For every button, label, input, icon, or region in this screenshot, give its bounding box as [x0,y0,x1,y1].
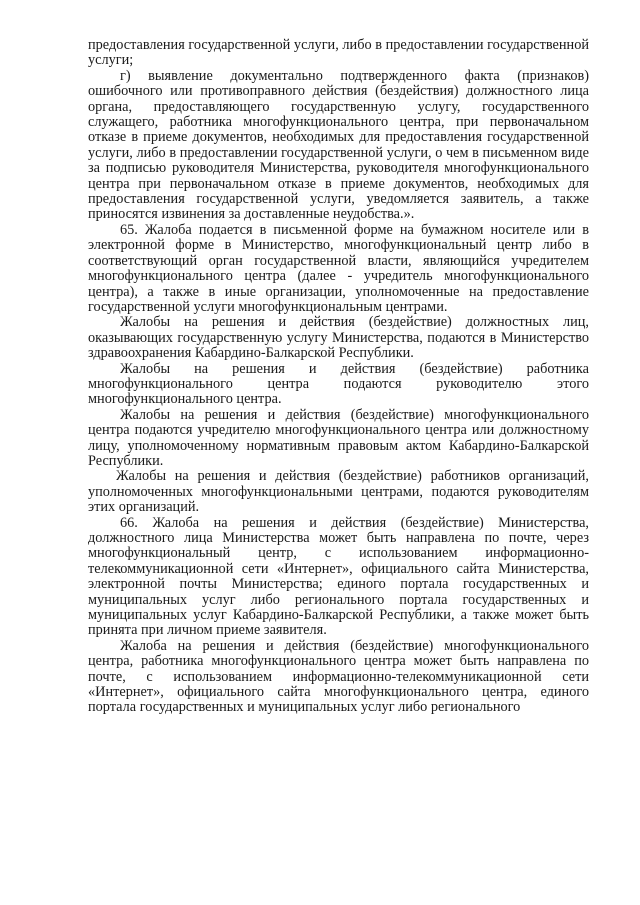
paragraph-item-g: г) выявление документально подтвержденного факта (признаков) ошибочного или противоправного действия (бездействия) должностного лица органа, предоставляющего государственную услугу, государственного служащего, работника многофункционального центра, при первоначальном отказе в приеме документов, необходимых для предоставления государственной услуги, либо в предоставлении государственной услуги, о чем в письменном виде за подписью руководителя Министерства, руководителя многофункционального центра при первоначальном отказе в приеме документов, необходимых для предоставления государственной услуги, уведомляется заявитель, а также приносятся извинения за доставленные неудобства.». [88,67,589,223]
paragraph-continuation: предоставления государственной услуги, либо в предоставлении государственной услуги; [88,37,589,69]
paragraph-complaint-mfc-channels: Жалоба на решения и действия (бездействие) многофункционального центра, работника многофункционального центра может быть направлена по почте, с использованием информационно-телекоммуникационной сети «Интернет», официального сайта многофункционального центра, единого портала государственных и муниципальных услуг либо регионального [88,637,589,716]
paragraph-complaints-mfc-worker: Жалобы на решения и действия (бездействие) работника многофункционального центра подаются руководителю этого многофункционального центра. [88,360,589,408]
paragraph-66: 66. Жалоба на решения и действия (бездействие) Министерства, должностного лица Министерства может быть направлена по почте, через многофункциональный центр, с использованием информационно-телекоммуникационной сети «Интернет», официального сайта Министерства, электронной почты Министерства; единого портала государственных и муниципальных услуг либо регионального портала государственных и муниципальных услуг Кабардино-Балкарской Республики, а также может быть принята при личном приеме заявителя. [88,514,589,639]
paragraph-complaints-mfc: Жалобы на решения и действия (бездействие) многофункционального центра подаются учредителю многофункционального центра или должностному лицу, уполномоченному нормативным правовым актом Кабардино-Балкарской Республики. [88,406,589,469]
paragraph-complaints-organizations: Жалобы на решения и действия (бездействие) работников организаций, уполномоченных многофункциональными центрами, подаются руководителям этих организаций. [88,468,589,516]
document-page [88,38,589,716]
paragraph-65: 65. Жалоба подается в письменной форме на бумажном носителе или в электронной форме в Министерство, многофункциональный центр либо в соответствующий орган государственной власти, являющийся учредителем многофункционального центра (далее - учредитель многофункционального центра), а также в иные организации, уполномоченные на предоставление государственной услуги многофункциональным центрами. [88,221,589,315]
paragraph-complaints-officials: Жалобы на решения и действия (бездействие) должностных лиц, оказывающих государственную услугу Министерства, подаются в Министерство здравоохранения Кабардино-Балкарской Республики. [88,314,589,362]
